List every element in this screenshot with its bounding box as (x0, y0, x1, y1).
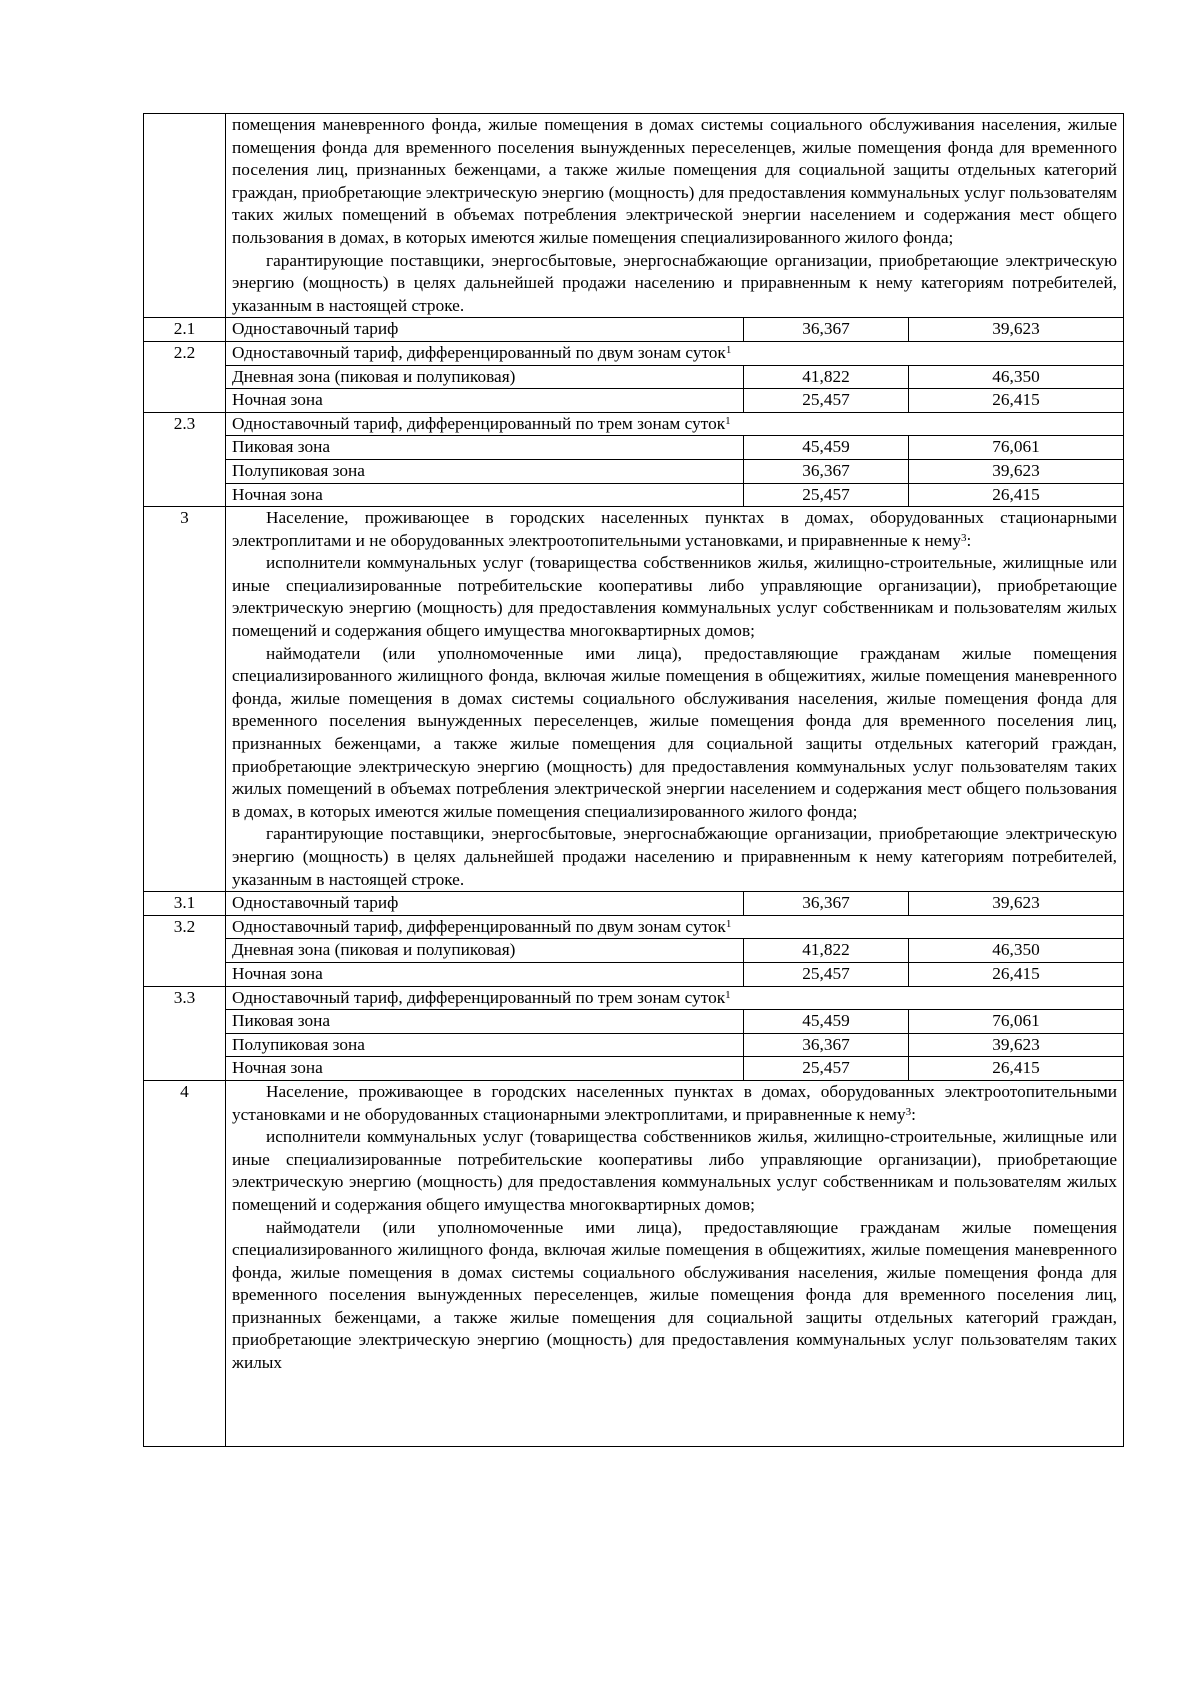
table-row (144, 365, 1124, 389)
value-col1: 25,457 (744, 1057, 909, 1081)
footnote-mark: 3 (905, 1105, 912, 1118)
row-number: 3.2 (144, 915, 226, 986)
row-description-cell (226, 1080, 1124, 1446)
paragraph: исполнители коммунальных услуг (товарищества собственников жилья, жилищно-строительные, жилищные или иные специализированные потребительские кооперативы либо управляющие организации), приобретающие электрическую энергию (мощность) для предоставления коммунальных услуг собственникам и пользователям жилых помещений и содержания общего имущества многоквартирных домов; (232, 1127, 1118, 1214)
value-col2: 46,350 (909, 939, 1124, 963)
value-col1: 36,367 (744, 459, 909, 483)
zone-label: Ночная зона (226, 1057, 744, 1081)
row-label: Одноставочный тариф (226, 318, 744, 342)
value-col1: 25,457 (744, 389, 909, 413)
table-row (144, 412, 1124, 436)
row-label-text: Одноставочный тариф, дифференцированный по двум зонам суток (232, 916, 726, 936)
row-label: Одноставочный тариф (226, 892, 744, 916)
table-row (144, 436, 1124, 460)
paragraph: гарантирующие поставщики, энергосбытовые, энергоснабжающие организации, приобретающие электрическую энергию (мощность) в целях дальнейшей продажи населению и приравненным к нему категориям потребителей, указанным в настоящей строке. (232, 250, 1118, 315)
row-number-cell (144, 114, 226, 318)
row-label (226, 915, 1124, 939)
row-label (226, 341, 1124, 365)
table-row (144, 892, 1124, 916)
value-col1: 36,367 (744, 1033, 909, 1057)
value-col2: 39,623 (909, 318, 1124, 342)
paragraph (232, 507, 1117, 552)
row-number: 2.1 (144, 318, 226, 342)
zone-label: Полупиковая зона (226, 459, 744, 483)
table-row (144, 962, 1124, 986)
value-col1: 25,457 (744, 483, 909, 507)
table-row (144, 459, 1124, 483)
zone-label: Ночная зона (226, 962, 744, 986)
row-number: 3.3 (144, 986, 226, 1080)
row-label (226, 986, 1124, 1010)
paragraph: гарантирующие поставщики, энергосбытовые, энергоснабжающие организации, приобретающие электрическую энергию (мощность) в целях дальнейшей продажи населению и приравненным к нему категориям потребителей, указанным в настоящей строке. (232, 824, 1118, 889)
row-number: 3.1 (144, 892, 226, 916)
value-col1: 36,367 (744, 892, 909, 916)
value-col2: 39,623 (909, 459, 1124, 483)
row-number: 2.3 (144, 412, 226, 506)
zone-label: Дневная зона (пиковая и полупиковая) (226, 939, 744, 963)
value-col1: 41,822 (744, 939, 909, 963)
table-row (144, 939, 1124, 963)
value-col2: 26,415 (909, 962, 1124, 986)
table-row (144, 1057, 1124, 1081)
row-number: 3 (144, 507, 226, 892)
paragraph (232, 1081, 1117, 1126)
lead-tail: : (911, 1104, 916, 1124)
row-description-cell (226, 114, 1124, 318)
paragraph: исполнители коммунальных услуг (товарищества собственников жилья, жилищно-строительные, жилищные или иные специализированные потребительские кооперативы либо управляющие организации), приобретающие электрическую энергию (мощность) для предоставления коммунальных услуг собственникам и пользователям жилых помещений и содержания общего имущества многоквартирных домов; (232, 553, 1118, 641)
zone-label: Полупиковая зона (226, 1033, 744, 1057)
table-row (144, 341, 1124, 365)
table-row (144, 915, 1124, 939)
value-col2: 26,415 (909, 389, 1124, 413)
tariff-table-container (143, 113, 1123, 1447)
row-label-text: Одноставочный тариф, дифференцированный по трем зонам суток (232, 987, 726, 1007)
table-row-category (144, 1080, 1124, 1446)
page-break-clip (232, 1081, 1117, 1446)
value-col2: 39,623 (909, 1033, 1124, 1057)
table-row (144, 389, 1124, 413)
tariff-table (143, 113, 1124, 1447)
row-label (226, 412, 1124, 436)
footnote-mark: 1 (725, 917, 732, 930)
value-col2: 46,350 (909, 365, 1124, 389)
row-label-text: Одноставочный тариф, дифференцированный по трем зонам суток (232, 413, 726, 433)
paragraph: наймодатели (или уполномоченные ими лица), предоставляющие гражданам жилые помещения специализированного жилищного фонда, включая жилые помещения в общежитиях, жилые помещения маневренного фонда, жилые помещения в домах системы социального обслуживания населения, жилые помещения фонда для временного поселения вынужденных переселенцев, жилые помещения фонда для временного поселения лиц, признанных беженцами, а также жилые помещения для социальной защиты отдельных категорий граждан, приобретающие электрическую энергию (мощность) для предоставления коммунальных услуг пользователям таких жилых помещений в объемах потребления электрической энергии населением и содержания мест общего пользования в домах, в которых имеются жилые помещения специализированного жилого фонда; (232, 643, 1118, 821)
row-label-text: Одноставочный тариф, дифференцированный по двум зонам суток (232, 342, 726, 362)
value-col2: 76,061 (909, 436, 1124, 460)
table-row (144, 986, 1124, 1010)
table-row (144, 1033, 1124, 1057)
table-row-continuation (144, 114, 1124, 318)
footnote-mark: 1 (725, 414, 731, 427)
value-col1: 41,822 (744, 365, 909, 389)
row-number: 2.2 (144, 341, 226, 412)
value-col1: 25,457 (744, 962, 909, 986)
table-row-category (144, 507, 1124, 892)
value-col2: 26,415 (909, 483, 1124, 507)
category-lead: Население, проживающее в городских населенных пунктах в домах, оборудованных стационарными электроплитами и не оборудованных электроотопительными установками, и приравненные к нему (232, 508, 1118, 550)
value-col2: 76,061 (909, 1010, 1124, 1034)
row-number: 4 (144, 1080, 226, 1446)
zone-label: Ночная зона (226, 483, 744, 507)
table-row (144, 318, 1124, 342)
table-row (144, 1010, 1124, 1034)
row-description-cell (226, 507, 1124, 892)
zone-label: Ночная зона (226, 389, 744, 413)
footnote-mark: 1 (725, 988, 731, 1001)
zone-label: Пиковая зона (226, 436, 744, 460)
table-row (144, 483, 1124, 507)
value-col1: 45,459 (744, 436, 909, 460)
paragraph: помещения маневренного фонда, жилые помещения в домах системы социального обслуживания населения, жилые помещения фонда для временного поселения вынужденных переселенцев, жилые помещения фонда для временного поселения лиц, признанных беженцами, а также жилые помещения для социальной защиты отдельных категорий граждан, приобретающие электрическую энергию (мощность) для предоставления коммунальных услуг пользователям таких жилых помещений в объемах потребления электрической энергии населением и содержания мест общего пользования в домах, в которых имеются жилые помещения специализированного жилого фонда; (232, 115, 1118, 247)
value-col1: 45,459 (744, 1010, 909, 1034)
value-col2: 26,415 (909, 1057, 1124, 1081)
paragraph: наймодатели (или уполномоченные ими лица), предоставляющие гражданам жилые помещения специализированного жилищного фонда, включая жилые помещения в общежитиях, жилые помещения маневренного фонда, жилые помещения в домах системы социального обслуживания населения, жилые помещения фонда для временного поселения вынужденных переселенцев, жилые помещения фонда для временного поселения лиц, признанных беженцами, а также жилые помещения для социальной защиты отдельных категорий граждан, приобретающие электрическую энергию (мощность) для предоставления коммунальных услуг пользователям таких жилых (232, 1217, 1118, 1373)
footnote-mark: 3 (961, 531, 967, 544)
zone-label: Пиковая зона (226, 1010, 744, 1034)
value-col1: 36,367 (744, 318, 909, 342)
category-lead: Население, проживающее в городских населенных пунктах в домах, оборудованных электроотопительными установками и не оборудованных стационарными электроплитами, и приравненные к нему (232, 1081, 1118, 1124)
footnote-mark: 1 (725, 343, 732, 356)
lead-tail: : (966, 530, 972, 550)
value-col2: 39,623 (909, 892, 1124, 916)
zone-label: Дневная зона (пиковая и полупиковая) (226, 365, 744, 389)
